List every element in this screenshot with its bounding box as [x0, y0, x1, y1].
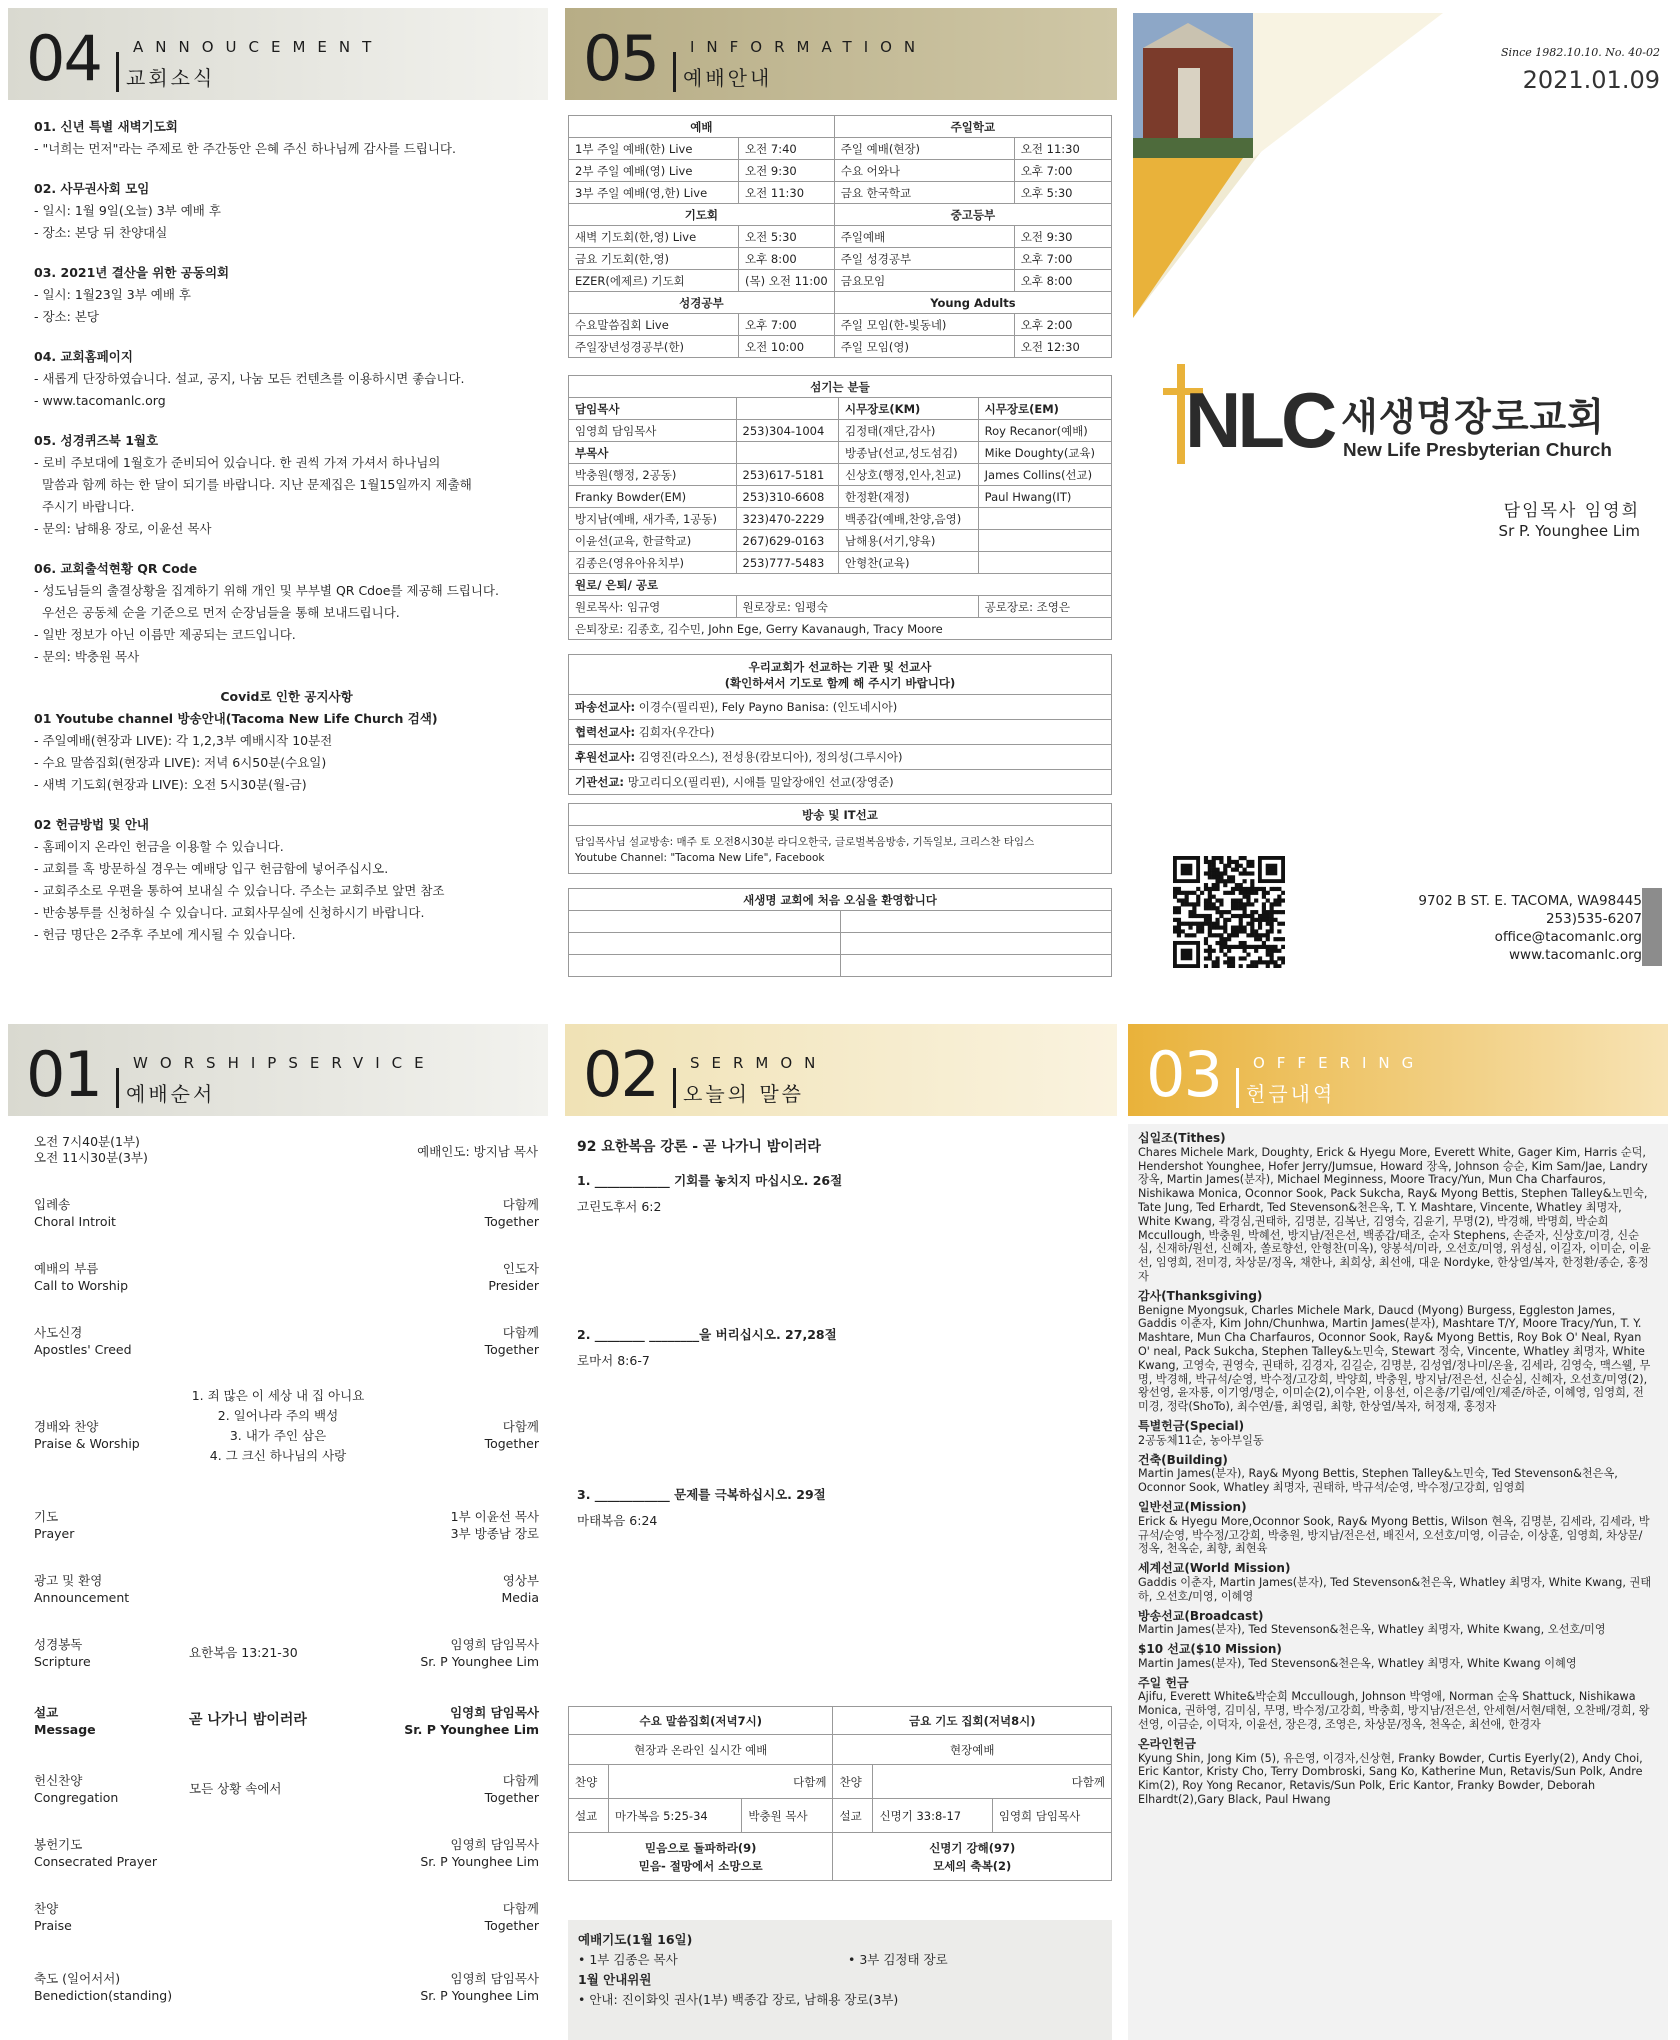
schedule-row: 2부 주일 예배(영) Live 오전 9:30 수요 어와나 오후 7:00: [569, 160, 1112, 182]
announcement-line: - 일반 정보가 아닌 이름만 제공되는 코드입니다.: [34, 627, 296, 642]
order-item-leader: 영상부: [502, 1573, 539, 1588]
order-item-en: Praise & Worship: [34, 1436, 140, 1451]
order-item-ko: 예배의 부름: [34, 1261, 99, 1276]
announcement-line: - 장소: 본당 뒤 찬양대실: [34, 225, 168, 240]
staff-row: 임영희 담임목사 253)304-1004 김정태(재단,감사) Roy Recanor(예배): [569, 420, 1112, 442]
covid-notice: [34, 686, 539, 796]
information-header: [565, 8, 1117, 100]
offering-group-names: Martin James(분자), Ted Stevenson&천은옥, Whatley 최명자, White Kwang 이혜영: [1138, 1656, 1577, 1670]
staff-row: 부목사 방종남(선교,성도섬김) Mike Doughty(교육): [569, 442, 1112, 464]
section-number: 01: [26, 1038, 101, 1111]
song-item: 4. 그 크신 하나님의 사랑: [209, 1448, 347, 1463]
offering-group-names: Kyung Shin, Jong Kim (5), 유은영, 이경자,신상현, Franky Bowder, Curtis Eyerly(2), Andy Choi, Eric Kantor, Kristy Cho, Terry Dombroski, Sang Ko, Katherine Mun, Retavis/Sun Polk, Andre Kim(2), Roy Yong Recanor, Retavis/Sun Polk, Eric Kantor, Franky Bowder, Deborah Elhardt(2),Gary Black, Paul Hwang: [1138, 1751, 1643, 1807]
announcement-line: 말씀과 함께 하는 한 달이 되기를 바랍니다. 지난 문제집은 1월15일까지 제출해: [34, 477, 472, 492]
announcement-item: [34, 116, 539, 160]
order-item-ko: 봉헌기도: [34, 1837, 83, 1852]
order-item-leader-en: Presider: [488, 1278, 539, 1293]
order-item-leader: 다함께: [502, 1901, 539, 1916]
announcement-item-title: 01. 신년 특별 새벽기도회: [34, 119, 178, 134]
song-item: 1. 죄 많은 이 세상 내 집 아니요: [191, 1388, 365, 1403]
order-item-en: Praise: [34, 1918, 72, 1933]
offering-list: [1138, 1132, 1653, 1813]
since-line: Since 1982.10.10. No. 40-02: [1500, 46, 1660, 59]
order-item-en: Consecrated Prayer: [34, 1854, 158, 1869]
order-row: [34, 1508, 539, 1544]
weekday-services-table: 수요 말씀집회(저녁7시) 금요 기도 집회(저녁8시) 현장과 온라인 실시간 예배 현장예배 찬양 다함께 찬양 다함께 설교 마가복음 5:25-34 박충원 목사 설교 신명기 33:8-17 임영희 담임목사 믿음으로 돌파하라(9) 믿음- 절망에서 소망으로 신명기 강해(97) 모세의 축복(2): [568, 1706, 1112, 1881]
order-item-leader: 임영희 담임목사: [450, 1705, 539, 1720]
order-item-leader-en: 3부 방종남 장로: [450, 1526, 539, 1541]
announcement-line: 우선은 공동체 순을 기준으로 먼저 순장님들을 통해 보내드립니다.: [34, 605, 400, 620]
order-item-leader-en: Sr. P Younghee Lim: [420, 1654, 539, 1669]
order-row: [34, 1636, 539, 1672]
song-item: 2. 일어나라 주의 백성: [217, 1408, 339, 1423]
order-item-leader-en: Sr. P Younghee Lim: [420, 1988, 539, 2003]
order-item-en: Apostles' Creed: [34, 1342, 132, 1357]
announcement-line: - 새롭게 단장하였습니다. 설교, 공지, 나눔 모든 컨텐츠를 이용하시면 좋습니다.: [34, 371, 465, 386]
offering-group-title: 건축(Building): [1138, 1452, 1228, 1467]
mission-row: 후원선교사: 김영진(라오스), 전성용(캄보디아), 정의성(그루시아): [569, 745, 1112, 770]
offering-header: [1128, 1024, 1668, 1116]
section-en-title: INFORMATION: [690, 38, 928, 56]
announcement-line: - www.tacomanlc.org: [34, 393, 166, 408]
broadcast-table: 방송 및 IT선교 담임목사님 설교방송: 매주 토 오전8시30분 라디오한국, 글로벌복음방송, 기독일보, 크리스찬 타임스 Youtube Channel: "Tacoma New Life", Facebook: [568, 803, 1112, 874]
section-number: 03: [1146, 1038, 1221, 1111]
announcement-item: [34, 558, 539, 668]
announcement-line: - 문의: 남해용 장로, 이윤선 목사: [34, 521, 212, 536]
staff-row: 박충원(행정, 2공동) 253)617-5181 신상호(행정,인사,친교) James Collins(선교): [569, 464, 1112, 486]
sermon-point-ref: 로마서 8:6-7: [577, 1353, 650, 1368]
order-row: [34, 1836, 539, 1872]
order-item-ko: 경배와 찬양: [34, 1419, 99, 1434]
order-item-leader: 다함께: [502, 1773, 539, 1788]
schedule-row: 금요 기도회(한,영) 오후 8:00 주일 성경공부 오후 7:00: [569, 248, 1112, 270]
order-item-ko: 헌신찬양: [34, 1773, 83, 1788]
offering-group-title: 특별헌금(Special): [1138, 1418, 1245, 1433]
order-item-ko: 광고 및 환영: [34, 1573, 103, 1588]
order-item-leader: 다함께: [502, 1419, 539, 1434]
offering-group-title: 감사(Thanksgiving): [1138, 1288, 1263, 1303]
covid-line: - 주일예배(현장과 LIVE): 각 1,2,3부 예배시작 10분전: [34, 733, 333, 748]
bulletin-date: 2021.01.09: [1522, 66, 1660, 94]
announcement-item-title: 04. 교회홈페이지: [34, 349, 133, 364]
section-number: 02: [583, 1038, 658, 1111]
section-ko-title: 예배순서: [126, 1082, 216, 1106]
sermon-point: [577, 1324, 1107, 1372]
offering-method-line: - 헌금 명단은 2주후 주보에 게시될 수 있습니다.: [34, 927, 296, 942]
offering-group-names: Martin James(분자), Ted Stevenson&천은옥, Whatley 최명자, White Kwang, 오선호/미영: [1138, 1623, 1606, 1637]
offering-group-title: 십일조(Tithes): [1138, 1131, 1226, 1145]
offering-group-names: 2공동체11순, 농아부일동: [1138, 1433, 1264, 1447]
schedule-row: 1부 주일 예배(한) Live 오전 7:40 주일 예배(현장) 오전 11:30: [569, 138, 1112, 160]
offering-group: [1138, 1290, 1653, 1414]
offering-group-names: Gaddis 이춘자, Martin James(분자), Ted Stevenson&천은옥, Whatley 최명자, White Kwang, 권태하, 오선호/미영, 이혜영: [1138, 1575, 1652, 1603]
order-item-leader-en: Together: [484, 1342, 539, 1357]
section-en-title: WORSHIPSERVICE: [133, 1054, 436, 1072]
offering-group-names: Ajifu, Everett White&박순희 Mccullough, Johnson 박영애, Norman 순옥 Shattuck, Nishikawa Monica, 권하영, 김미심, 무명, 박수정/고강희, 박충희, 방지남/전은선, 안세현/서현/태현, 오찬배/경희, 왕선영, 이금순, 이덕자, 이윤선, 장은경, 조영은, 차상문/정옥, 천옥순, 최선애, 한경자: [1138, 1690, 1650, 1732]
sermon-header: [565, 1024, 1117, 1116]
offering-group: [1138, 1677, 1653, 1732]
cross-icon: [1177, 364, 1185, 464]
worship-panel: [8, 1024, 548, 2040]
section-number: 04: [26, 22, 101, 95]
pastor-ko: 담임목사 임영희: [1503, 501, 1640, 521]
order-row: [34, 1900, 539, 1936]
order-row: [34, 1196, 539, 1232]
offering-group-names: Erick & Hyegu More,Oconnor Sook, Ray& Myong Bettis, Wilson 현옥, 김명분, 김세라, 김세라, 박규석/순영, 박수정/고강희, 박충원, 방지남/전은선, 배진서, 오선호/미영, 이금순, 이상훈, 임영희, 차상문/정옥, 천옥순, 최향, 최현육: [1138, 1514, 1650, 1556]
order-row: [34, 1970, 539, 2006]
order-item-ko: 찬양: [34, 1901, 59, 1916]
order-item-ko: 사도신경: [34, 1325, 83, 1340]
order-row: [34, 1572, 539, 1608]
order-item-leader: 인도자: [502, 1261, 539, 1276]
order-item-en: Choral Introit: [34, 1214, 116, 1229]
covid-line: - 새벽 기도회(현장과 LIVE): 오전 5시30분(월-금): [34, 777, 307, 792]
order-item-leader: 다함께: [502, 1197, 539, 1212]
offering-group: [1138, 1610, 1653, 1638]
order-item-leader-en: Together: [484, 1918, 539, 1933]
order-item-leader-en: Media: [501, 1590, 539, 1605]
section-en-title: ANNOUCEMENT: [133, 38, 384, 56]
logo-letters: NLC: [1185, 376, 1334, 464]
section-en-title: OFFERING: [1253, 1054, 1426, 1072]
announcement-line: - 장소: 본당: [34, 309, 99, 324]
order-item-leader-en: Sr. P Younghee Lim: [420, 1854, 539, 1869]
sermon-panel: [565, 1024, 1117, 2040]
schedule-row: EZER(에제르) 기도회 (목) 오전 11:00 금요모임 오후 8:00: [569, 270, 1112, 292]
sermon-point: [577, 1484, 1107, 1532]
mission-table: 우리교회가 선교하는 기관 및 선교사 (확인하셔서 기도로 함께 해 주시기 바랍니다) 파송선교사: 이경수(필리핀), Fely Payno Banisa: (인도네시아) 협력선교사: 김희자(우간다) 후원선교사: 김영진(라오스), 전성용(캄보디아), 정의성(그루시아) 기관선교: 망고리디오(필리핀), 시애틀 밀알장애인 선교(장영준): [568, 654, 1112, 795]
section-ko-title: 교회소식: [126, 66, 216, 90]
offering-group: [1138, 1132, 1653, 1284]
order-item-ko: 축도 (일어서서): [34, 1971, 121, 1986]
order-row: [34, 1260, 539, 1296]
schedule-row: 주일장년성경공부(한) 오전 10:00 주일 모임(영) 오전 12:30: [569, 336, 1112, 358]
order-item-en: Call to Worship: [34, 1278, 129, 1293]
order-item-en: Prayer: [34, 1526, 75, 1541]
church-name-ko: 새생명장로교회: [1341, 395, 1605, 439]
cover-panel: [1128, 8, 1680, 978]
section-en-title: SERMON: [690, 1054, 828, 1072]
order-item-ko: 입례송: [34, 1197, 71, 1212]
mission-row: 기관선교: 망고리디오(필리핀), 시애틀 밀알장애인 선교(장영준): [569, 770, 1112, 795]
song-list: [158, 1386, 398, 1466]
announcement-line: - "너희는 먼저"라는 주제로 한 주간동안 은혜 주신 하나님께 감사를 드립니다.: [34, 141, 456, 156]
announcement-item: [34, 346, 539, 412]
offering-panel: [1128, 1024, 1668, 2040]
offering-method-line: - 반송봉투를 신청하실 수 있습니다. 교회사무실에 신청하시기 바랍니다.: [34, 905, 425, 920]
offering-method-line: - 교회를 혹 방문하실 경우는 예배당 입구 헌금함에 넣어주십시오.: [34, 861, 389, 876]
sermon-point-ref: 마태복음 6:24: [577, 1513, 658, 1528]
section-ko-title: 헌금내역: [1246, 1082, 1336, 1106]
order-row: [34, 1704, 539, 1740]
section-number: 05: [583, 22, 658, 95]
offering-method-title: 02 헌금방법 및 안내: [34, 817, 149, 832]
church-name-en: New Life Presbyterian Church: [1343, 440, 1612, 460]
cover-graphic: [1133, 8, 1463, 318]
order-item-leader: 임영희 담임목사: [450, 1837, 539, 1852]
order-item-en: Message: [34, 1722, 96, 1737]
announcement-item: [34, 262, 539, 328]
staff-head-row: 담임목사 시무장로(KM) 시무장로(EM): [569, 398, 1112, 420]
covid-line: - 수요 말씀집회(현장과 LIVE): 저녁 6시50분(수요일): [34, 755, 327, 770]
sermon-point-ref: 고린도후서 6:2: [577, 1199, 662, 1214]
covid-subtitle: 01 Youtube channel 방송안내(Tacoma New Life Church 검색): [34, 711, 438, 726]
sermon-title: 92 요한복음 강론 - 곧 나가니 밤이러라: [577, 1139, 821, 1155]
staff-row: 방지남(예배, 새가족, 1공동) 323)470-2229 백종갑(예배,찬양,음영): [569, 508, 1112, 530]
announcement-line: - 일시: 1월23일 3부 예배 후: [34, 287, 192, 302]
order-item-ko: 성경봉독: [34, 1637, 83, 1652]
welcome-table: 새생명 교회에 처음 오심을 환영합니다: [568, 888, 1112, 977]
offering-group-title: $10 선교($10 Mission): [1138, 1642, 1282, 1657]
offering-method-line: - 홈페이지 온라인 헌금을 이용할 수 있습니다.: [34, 839, 284, 854]
order-item-en: Announcement: [34, 1590, 130, 1605]
qr-code: [1173, 856, 1285, 968]
offering-group: [1138, 1643, 1653, 1671]
offering-group-title: 주일 헌금: [1138, 1675, 1189, 1690]
service-times: 오전 7시40분(1부) 오전 11시30분(3부): [34, 1134, 148, 1165]
mission-row: 협력선교사: 김희자(우간다): [569, 720, 1112, 745]
announcement-line: - 로비 주보대에 1월호가 준비되어 있습니다. 한 권씩 가져 가셔서 하나님의: [34, 455, 441, 470]
announcement-item: [34, 178, 539, 244]
announcement-item-title: 05. 성경퀴즈북 1월호: [34, 433, 159, 448]
section-ko-title: 예배안내: [683, 66, 773, 90]
announcement-item-title: 03. 2021년 결산을 위한 공동의회: [34, 265, 230, 280]
section-ko-title: 오늘의 말씀: [683, 1082, 804, 1106]
order-item-detail: 요한복음 13:21-30: [189, 1645, 298, 1660]
announcement-body: [34, 116, 539, 946]
schedule-row: 수요말씀집회 Live 오후 7:00 주일 모임(한-빛동네) 오후 2:00: [569, 314, 1112, 336]
offering-group-title: 온라인헌금: [1138, 1736, 1196, 1751]
offering-group-title: 방송선교(Broadcast): [1138, 1608, 1264, 1623]
schedule-row: 새벽 기도회(한,영) Live 오전 5:30 주일예배 오전 9:30: [569, 226, 1112, 248]
order-item-leader: 다함께: [502, 1325, 539, 1340]
covid-title: Covid로 인한 공지사항: [220, 689, 353, 704]
order-item-en: Congregation: [34, 1790, 119, 1805]
staff-row: Franky Bowder(EM) 253)310-6608 한정환(재정) Paul Hwang(IT): [569, 486, 1112, 508]
offering-group: [1138, 1420, 1653, 1448]
order-item-leader-en: Together: [484, 1214, 539, 1229]
announcement-item-title: 06. 교회출석현황 QR Code: [34, 561, 198, 576]
order-item-detail: 모든 상황 속에서: [189, 1781, 282, 1796]
order-item-ko: 설교: [34, 1705, 59, 1720]
church-address: 9702 B ST. E. TACOMA, WA98445 253)535-6207 office@tacomanlc.org www.tacomanlc.org: [1418, 893, 1642, 963]
song-item: 3. 내가 주인 삼은: [229, 1428, 327, 1443]
sermon-point-line: 1. ____________ 기회를 놓치지 마십시오. 26절: [577, 1173, 843, 1188]
order-item-ko: 기도: [34, 1509, 59, 1524]
order-item-en: Benediction(standing): [34, 1988, 173, 2003]
sermon-point: [577, 1170, 1107, 1218]
order-item-leader-en: Together: [484, 1436, 539, 1451]
staff-row: 김종은(영유아유치부) 253)777-5483 안형찬(교육): [569, 552, 1112, 574]
offering-group-names: Martin James(분자), Ray& Myong Bettis, Stephen Talley&노민숙, Ted Stevenson&천은옥, Oconnor Sook, Whatley 최명자, 권태하, 박규석/순영, 박수정/고강희, 임영희: [1138, 1467, 1618, 1495]
offering-group: [1138, 1454, 1653, 1495]
announcement-line: 주시기 바랍니다.: [34, 499, 135, 514]
sermon-point-line: 3. ____________ 문제를 극복하십시오. 29절: [577, 1487, 826, 1502]
order-item-detail: 곧 나가니 밤이러라: [189, 1712, 307, 1728]
announcement-panel: [8, 8, 548, 978]
prayer-usher-box: 예배기도(1월 16일) • 1부 김종은 목사 • 3부 김정태 장로 1월 안내위원 • 안내: 진이화잇 권사(1부) 백종갑 장로, 남해용 장로(3부): [568, 1920, 1112, 2040]
announcement-line: - 성도님들의 출결상황을 집계하기 위해 개인 및 부부별 QR Cdoe를 제공해 드립니다.: [34, 583, 499, 598]
schedule-row: 3부 주일 예배(영,한) Live 오전 11:30 금요 한국학교 오후 5:30: [569, 182, 1112, 204]
order-item-leader: 임영희 담임목사: [450, 1637, 539, 1652]
staff-table: 섬기는 분들 담임목사 시무장로(KM) 시무장로(EM) 임영희 담임목사 253)304-1004 김정태(재단,감사) Roy Recanor(예배) 부목사 방종남(선교,성도섬김) Mike Doughty(교육) 박충원(행정, 2공동) 253)617-5181 신상호(행정,인사,친교) James Collins(선교) Franky Bowder(EM) 253)310-6608 한정환(재정) Paul Hwang(IT) 방지남(예배, 새가족, 1공동) 323)470-2229 백종갑(예배,찬양,음영) 이윤선(교육, 한글학교) 267)629-0163 남해용(서기,양육) 김종은(영유아유치부) 253)777-5483 안형찬(교육) 원로/ 은퇴/ 공로 원로목사: 임규영 원로장로: 임평숙 공로장로: 조영은 은퇴장로: 김종호, 김수민, John Ege, Gerry Kavanaugh, Tracy Moore: [568, 375, 1112, 640]
worship-header: [8, 1024, 548, 1116]
order-row: [34, 1772, 539, 1808]
announcement-line: - 일시: 1월 9일(오늘) 3부 예배 후: [34, 203, 221, 218]
mission-row: 파송선교사: 이경수(필리핀), Fely Payno Banisa: (인도네시아): [569, 695, 1112, 720]
order-item-leader: 1부 이윤선 목사: [450, 1509, 539, 1524]
offering-group-names: Benigne Myongsuk, Charles Michele Mark, Daucd (Myong) Burgess, Eggleston James, Gaddis 이춘자, Kim John/Chunhwa, Martin James(분자), Mashtare T/Y, Moore Tracy/Yun, T. Y. Mashtare, Mun Cha Charfauros, Oconnor Sook, Ray& Myong Bettis, Roy Bok O' Neal, Ryan O' neal, Pack Sukcha, Stephen Talley&노민숙, Stewart 정숙, Vincente, Whatley 최명자, White Kwang, 고영숙, 권영숙, 권태하, 김경자, 김길순, 김명분, 김성엽/정나미/온율, 김세라, 김영숙, 맥스웰, 무명, 박경해, 박규석/순영, 박수정/고강희, 박양희, 박충원, 방지남/전은선, 신순심, 신혜자, 오선호/미영(2), 왕선영, 윤자룡, 이기영/명순, 이미순(2),이수완, 이용선, 이은총/기림/예인/제준/하준, 이혜영, 임영희, 전미경, 정락(ShoTo), 최수연/률, 최영림, 최향, 한상열/복자, 허정재, 홍정자: [1138, 1303, 1651, 1414]
schedule-table: 예배 주일학교 1부 주일 예배(한) Live 오전 7:40 주일 예배(현장) 오전 11:30 2부 주일 예배(영) Live 오전 9:30 수요 어와나 오후 7:00 3부 주일 예배(영,한) Live 오전 11:30 금요 한국학교 오후 5:30 기도회 중고등부 새벽 기도회(한,영) Live 오전 5:30 주일예배 오전 9:30 금요 기도회(한,영) 오후 8:00 주일 성경공부 오후 7:00 EZER(에제르) 기도회 (목) 오전 11:00 금요모임 오후 8:00 성경공부 Young Adults 수요말씀집회 Live 오후 7:00 주일 모임(한-빛동네) 오후 2:00 주일장년성경공부(한) 오전 10:00 주일 모임(영) 오전 12:30: [568, 115, 1112, 358]
order-row: [34, 1324, 539, 1360]
offering-method: [34, 814, 539, 946]
order-item-leader-en: Sr. P Younghee Lim: [404, 1722, 539, 1737]
church-logo: [1163, 358, 1653, 478]
offering-group-names: Chares Michele Mark, Doughty, Erick & Hyegu More, Everett White, Gager Kim, Harris 순덕, Hendershot Younghee, Hofer Jerry/Jumsue, Howard 장옥, Johnson 승순, Kim Sam/Jae, Landry 장옥, Martin James(분자), Michael Meginness, Moore Tracy/Yun, Mun Cha Charfauros, Nishikawa Monica, Oconnor Sook, Pack Sukcha, Ray& Myong Bettis, Stephen Talley&노민숙, Tate Jung, Ted Erhardt, Ted Stevenson&천은옥, T. Y. Mashtare, Vincente, Whatley 최명자, White Kwang, 곽경심,권태하, 김명분, 김복난, 김영숙, 김윤기, 무명(2), 박경해, 박명희, 박순희 Mccullough, 박충원, 박혜선, 방지남/전은선, 백종갑/태조, 순자 Stephens, 손준자, 신상호/미경, 신순심, 신재하/원선, 신혜자, 쏠로향선, 안형찬(미옥), 양봉석/미라, 오선호/미영, 위성심, 이길자, 이미순, 이윤선, 임영희, 전미경, 차상문/정옥, 채한나, 최희상, 최선애, 대운 Nordyke, 한상열/복자, 한정환/종순, 홍정자: [1138, 1145, 1651, 1283]
offering-group-title: 세계선교(World Mission): [1138, 1561, 1291, 1576]
staff-row: 이윤선(교육, 한글학교) 267)629-0163 남해용(서기,양육): [569, 530, 1112, 552]
announcement-item: [34, 430, 539, 540]
order-item-leader-en: Together: [484, 1790, 539, 1805]
sermon-point-line: 2. ________ ________을 버리십시오. 27,28절: [577, 1327, 837, 1342]
worship-leader: 예배인도: 방지남 목사: [417, 1144, 538, 1159]
information-panel: [565, 8, 1117, 978]
announcement-item-title: 02. 사무권사회 모임: [34, 181, 150, 196]
announcement-line: - 문의: 박충원 목사: [34, 649, 140, 664]
offering-group: [1138, 1738, 1653, 1807]
offering-group: [1138, 1501, 1653, 1556]
pastor-en: Sr P. Younghee Lim: [1498, 522, 1640, 540]
order-item-leader: 임영희 담임목사: [450, 1971, 539, 1986]
offering-group: [1138, 1562, 1653, 1603]
offering-method-line: - 교회주소로 우편을 통하여 보내실 수 있습니다. 주소는 교회주보 앞면 참조: [34, 883, 445, 898]
announcement-header: [8, 8, 548, 100]
offering-group-title: 일반선교(Mission): [1138, 1499, 1247, 1514]
order-item-en: Scripture: [34, 1654, 91, 1669]
